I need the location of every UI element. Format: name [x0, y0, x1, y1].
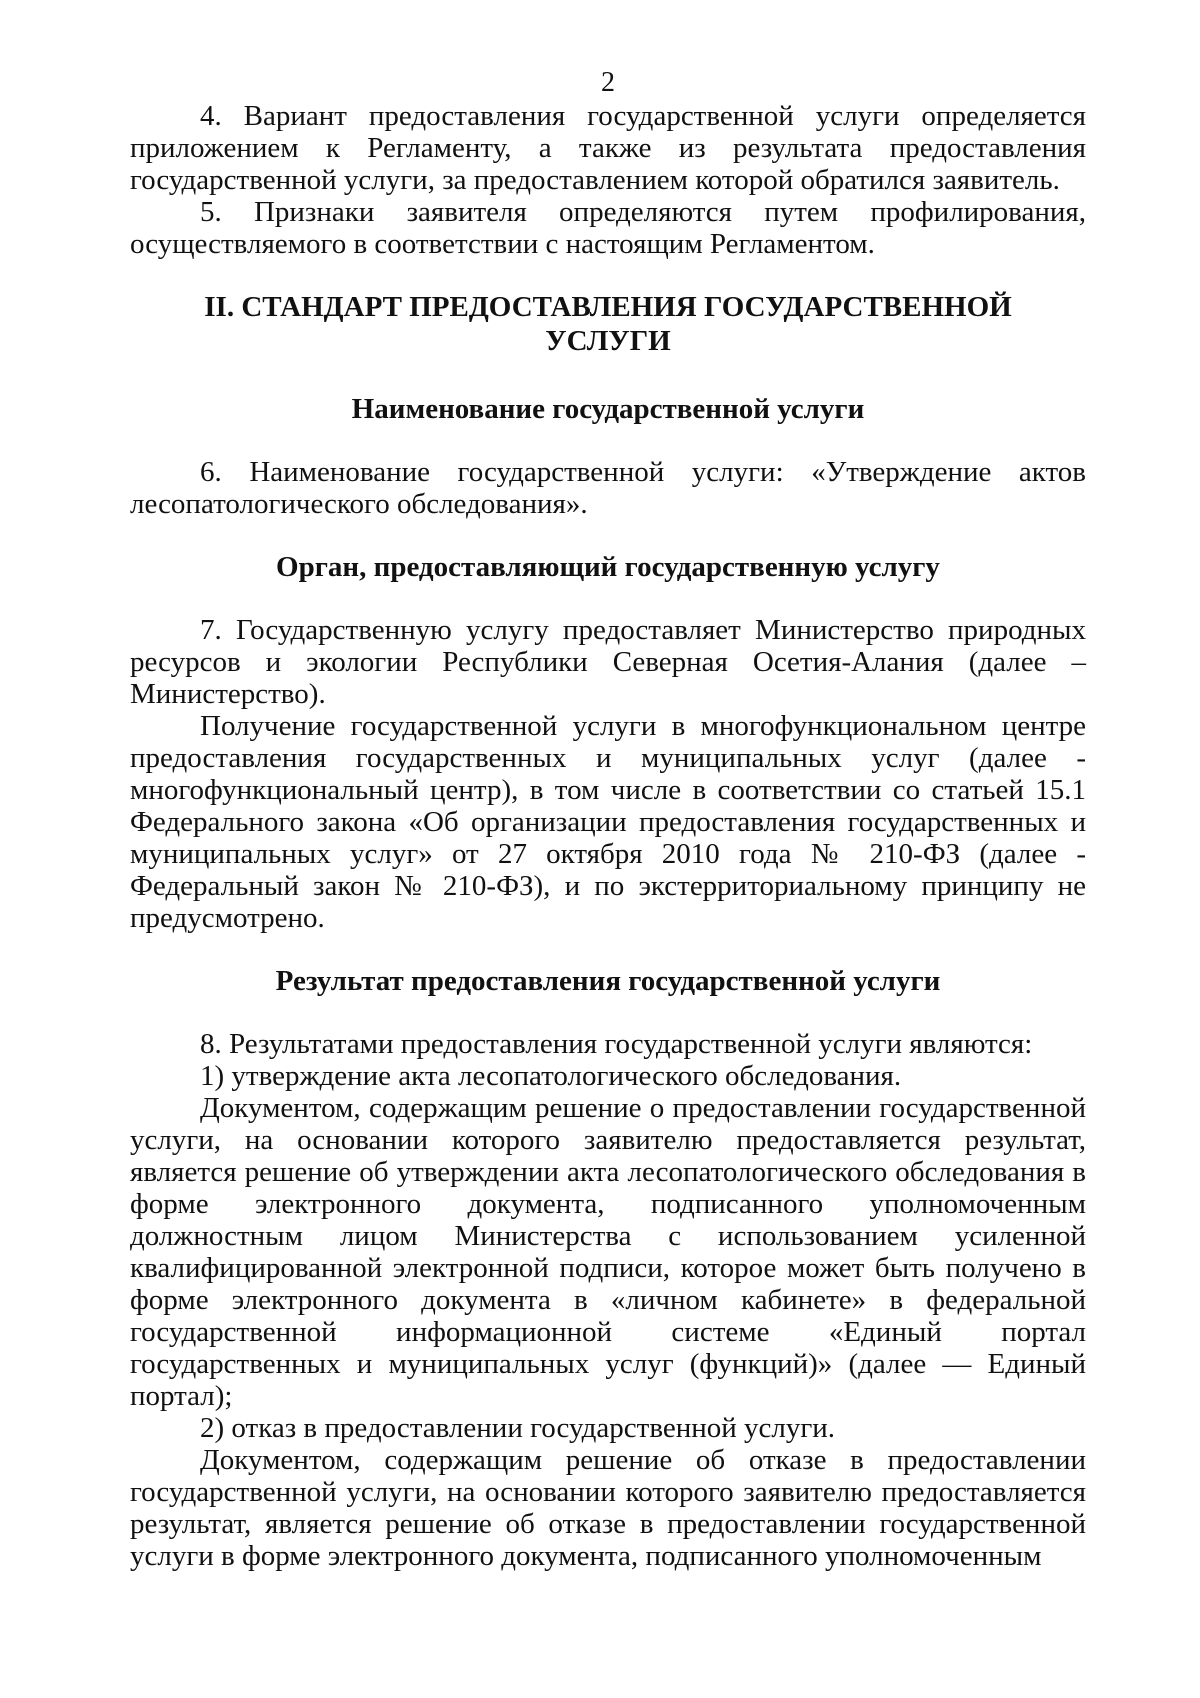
page-number: 2: [601, 67, 615, 98]
paragraph-4: 4. Вариант предоставления государственной услуги определяется приложением к Регламенту, а также из результата предоставления государственной услуги, за предоставлением которой обратился заявитель.: [130, 100, 1086, 196]
heading-service-organ: Орган, предоставляющий государственную услугу: [276, 551, 940, 583]
paragraph-decision-approval: Документом, содержащим решение о предоставлении государственной услуги, на основании которого заявителю предоставляется результат, является решение об утверждении акта лесопатологического обследования в форме электронного документа, подписанного уполномоченным должностным лицом Министерства с использованием усиленной квалифицированной электронной подписи, которое может быть получено в форме электронного документа в «личном кабинете» в федеральной государственной информационной системе «Единый портал государственных и муниципальных услуг (функций)» (далее — Единый портал);: [130, 1092, 1086, 1412]
document-page: [130, 68, 1086, 1572]
paragraph-7: 7. Государственную услугу предоставляет Министерство природных ресурсов и экологии Республики Северная Осетия-Алания (далее – Министерство).: [130, 614, 1086, 710]
paragraph-6: 6. Наименование государственной услуги: «Утверждение актов лесопатологического обследования».: [130, 456, 1086, 520]
heading-service-result: Результат предоставления государственной услуги: [275, 965, 941, 997]
paragraph-8: 8. Результатами предоставления государственной услуги являются:: [200, 1028, 1033, 1060]
paragraph-decision-refusal: Документом, содержащим решение об отказе в предоставлении государственной услуги, на основании которого заявителю предоставляется результат, является решение об отказе в предоставлении государственной услуги в форме электронного документа, подписанного уполномоченным: [130, 1444, 1086, 1572]
paragraph-8-item-1: 1) утверждение акта лесопатологического обследования.: [200, 1060, 902, 1092]
section-title: II. СТАНДАРТ ПРЕДОСТАВЛЕНИЯ ГОСУДАРСТВЕННОЙ УСЛУГИ: [204, 291, 1012, 357]
paragraph-8-item-2: 2) отказ в предоставлении государственной услуги.: [200, 1412, 836, 1444]
heading-service-name: Наименование государственной услуги: [351, 393, 865, 425]
paragraph-5: 5. Признаки заявителя определяются путем профилирования, осуществляемого в соответствии с настоящим Регламентом.: [130, 196, 1086, 260]
paragraph-mfc: Получение государственной услуги в многофункциональном центре предоставления государственных и муниципальных услуг (далее - многофункциональный центр), в том числе в соответствии со статьей 15.1 Федерального закона «Об организации предоставления государственных и муниципальных услуг» от 27 октября 2010 года № 210-ФЗ (далее - Федеральный закон № 210-ФЗ), и по экстерриториальному принципу не предусмотрено.: [130, 710, 1086, 934]
